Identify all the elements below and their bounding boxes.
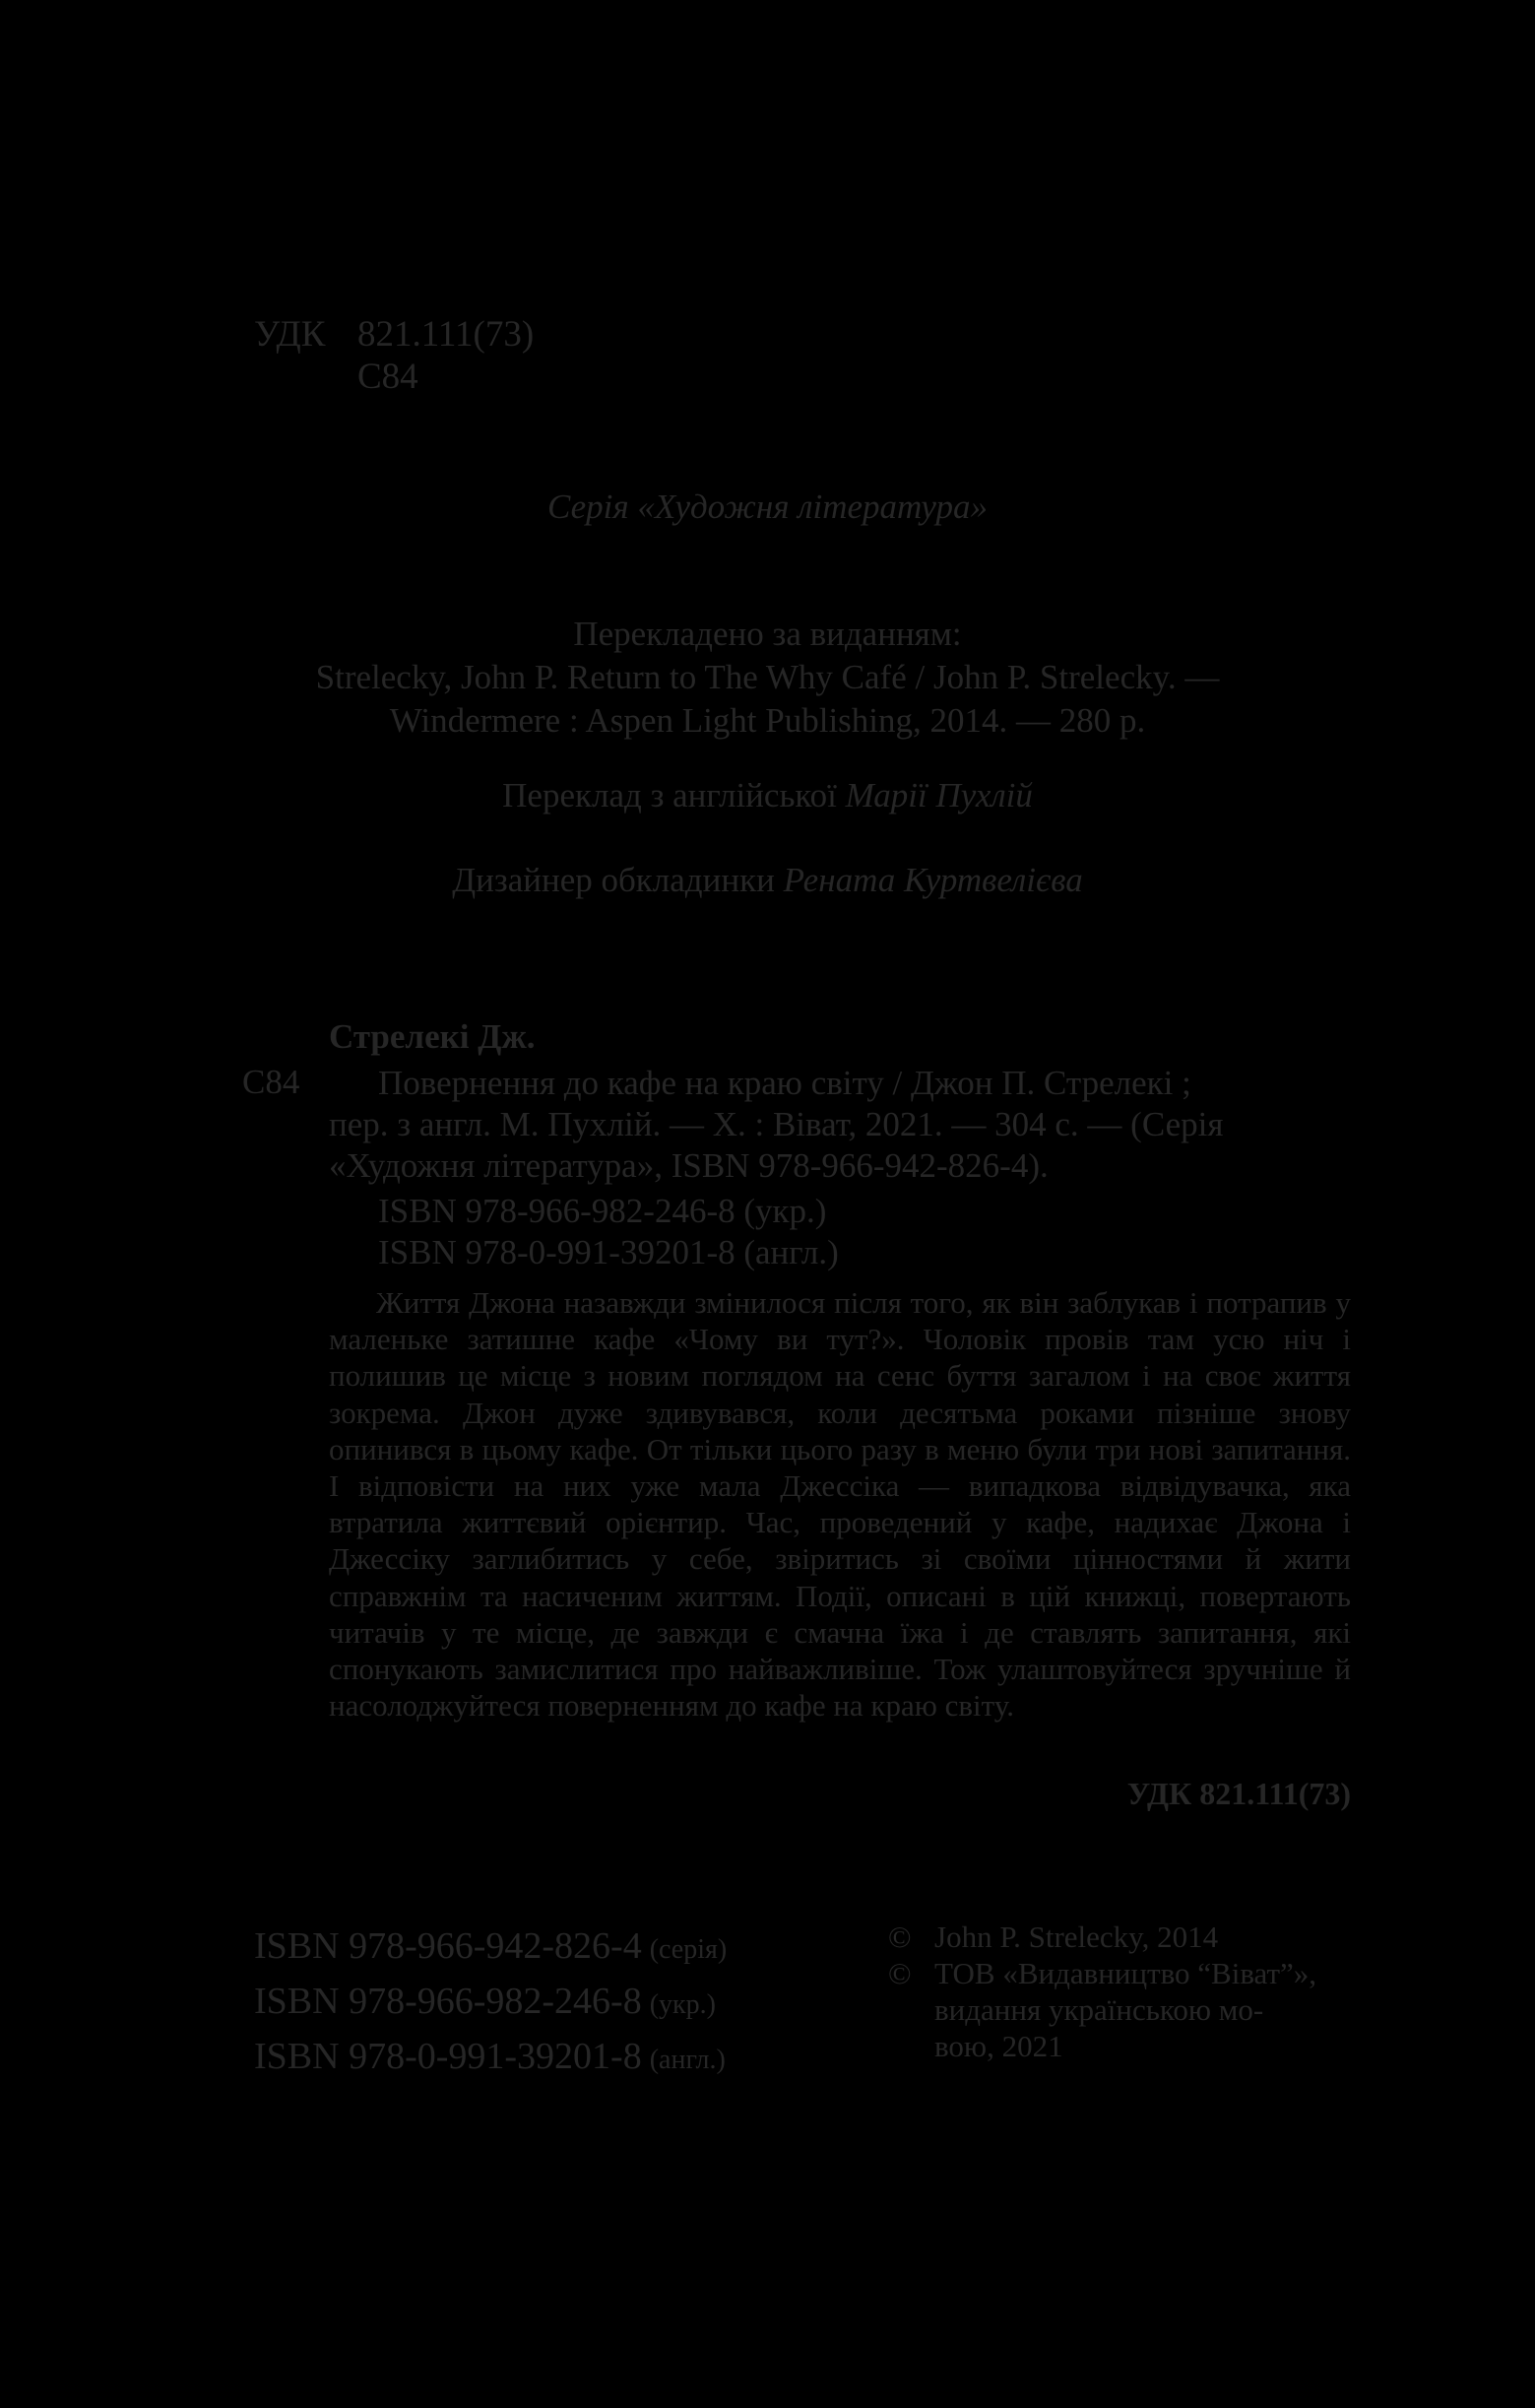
translator-name: Марії Пухлій bbox=[845, 776, 1033, 814]
copyright-block bbox=[888, 1919, 1316, 2064]
copyright-publisher: ТОВ «Видавництво “Віват”», bbox=[934, 1956, 1317, 1990]
record-isbn-eng: ISBN 978-0-991-39201-8 (англ.) bbox=[378, 1233, 839, 1271]
translator-prefix: Переклад з англійської bbox=[502, 776, 837, 814]
translator-credit bbox=[0, 776, 1535, 815]
isbn-eng bbox=[254, 2031, 727, 2086]
isbn-series bbox=[254, 1920, 727, 1976]
record-isbn-ukr: ISBN 978-966-982-246-8 (укр.) bbox=[378, 1192, 827, 1230]
author-mark: С84 bbox=[357, 357, 418, 397]
annotation-text: Життя Джона назавжди змінилося після того, як він заблукав і потрапив у маленьке затишне кафе «Чому ви тут?». Чоловік провів там усю ніч і полишив це місце з новим поглядом на сенс буття загалом і на своє життя зокрема. Джон дуже здивувався, коли десятьма роками пізніше знову опинився в цьому кафе. От тільки цього разу в меню були три нові запитання. І відповісти на них уже мала Джессіка — випадкова відвідувачка, яка втратила життєвий орієнтир. Час, проведений у кафе, надихає Джона і Джессіку заглибитись у себе, звіритись зі своїми цінностями й жити справжнім та насиченим життям. Події, описані в цій книжці, повертають читачів у те місце, де завжди є смачна їжа і де ставлять запитання, які спонукають замислитися про найважливіше. Тож улаштовуйтеся зручніше й насолоджуйтеся поверненням до кафе на краю світу. bbox=[329, 1285, 1351, 1724]
designer-credit bbox=[0, 861, 1535, 900]
annotation bbox=[329, 1284, 1351, 1724]
original-line-1: Strelecky, John P. Return to The Why Café / John P. Strelecky. — bbox=[315, 658, 1220, 696]
udk-code: 821.111(73) bbox=[357, 314, 535, 355]
isbn-list bbox=[254, 1920, 727, 2086]
copyright-edition: видання українською мо- bbox=[934, 1992, 1264, 2027]
record-author: Стрелекі Дж. bbox=[329, 1017, 536, 1056]
original-line-2: Windermere : Aspen Light Publishing, 2014. — 280 p. bbox=[389, 701, 1146, 740]
udk-label: УДК bbox=[254, 314, 326, 355]
description-line-3: «Художня література», ISBN 978-966-942-826-4). bbox=[329, 1146, 1049, 1185]
designer-prefix: Дизайнер обкладинки bbox=[452, 861, 775, 899]
description-line-2: пер. з англ. М. Пухлій. — Х. : Віват, 2021. — 304 с. — (Серія bbox=[329, 1105, 1224, 1143]
isbn-note: (англ.) bbox=[649, 2045, 726, 2075]
copyright-icon: © bbox=[888, 1956, 912, 1990]
isbn-note: (укр.) bbox=[649, 1989, 716, 2020]
description-line-1: Повернення до кафе на краю світу / Джон П. Стрелекі ; bbox=[378, 1064, 1191, 1102]
series-title: Серія «Художня література» bbox=[546, 488, 989, 526]
record-code: С84 bbox=[242, 1063, 300, 1101]
isbn-number: ISBN 978-0-991-39201-8 bbox=[254, 2036, 642, 2077]
original-heading: Перекладено за виданням: bbox=[573, 615, 962, 653]
copyright-author: John P. Strelecky, 2014 bbox=[934, 1920, 1219, 1954]
isbn-ukr bbox=[254, 1976, 727, 2031]
original-edition bbox=[0, 613, 1535, 743]
isbn-number: ISBN 978-966-982-246-8 bbox=[254, 1981, 642, 2022]
isbn-note: (серія) bbox=[649, 1934, 728, 1965]
udk-classification bbox=[254, 313, 534, 398]
isbn-number: ISBN 978-966-942-826-4 bbox=[254, 1925, 642, 1967]
record-isbns bbox=[378, 1191, 839, 1273]
record-description bbox=[329, 1063, 1349, 1187]
designer-name: Рената Куртвелієва bbox=[783, 861, 1083, 899]
copyright-icon: © bbox=[888, 1920, 912, 1954]
udk-footer: УДК 821.111(73) bbox=[1126, 1776, 1351, 1811]
copyright-year: вою, 2021 bbox=[934, 2029, 1063, 2063]
